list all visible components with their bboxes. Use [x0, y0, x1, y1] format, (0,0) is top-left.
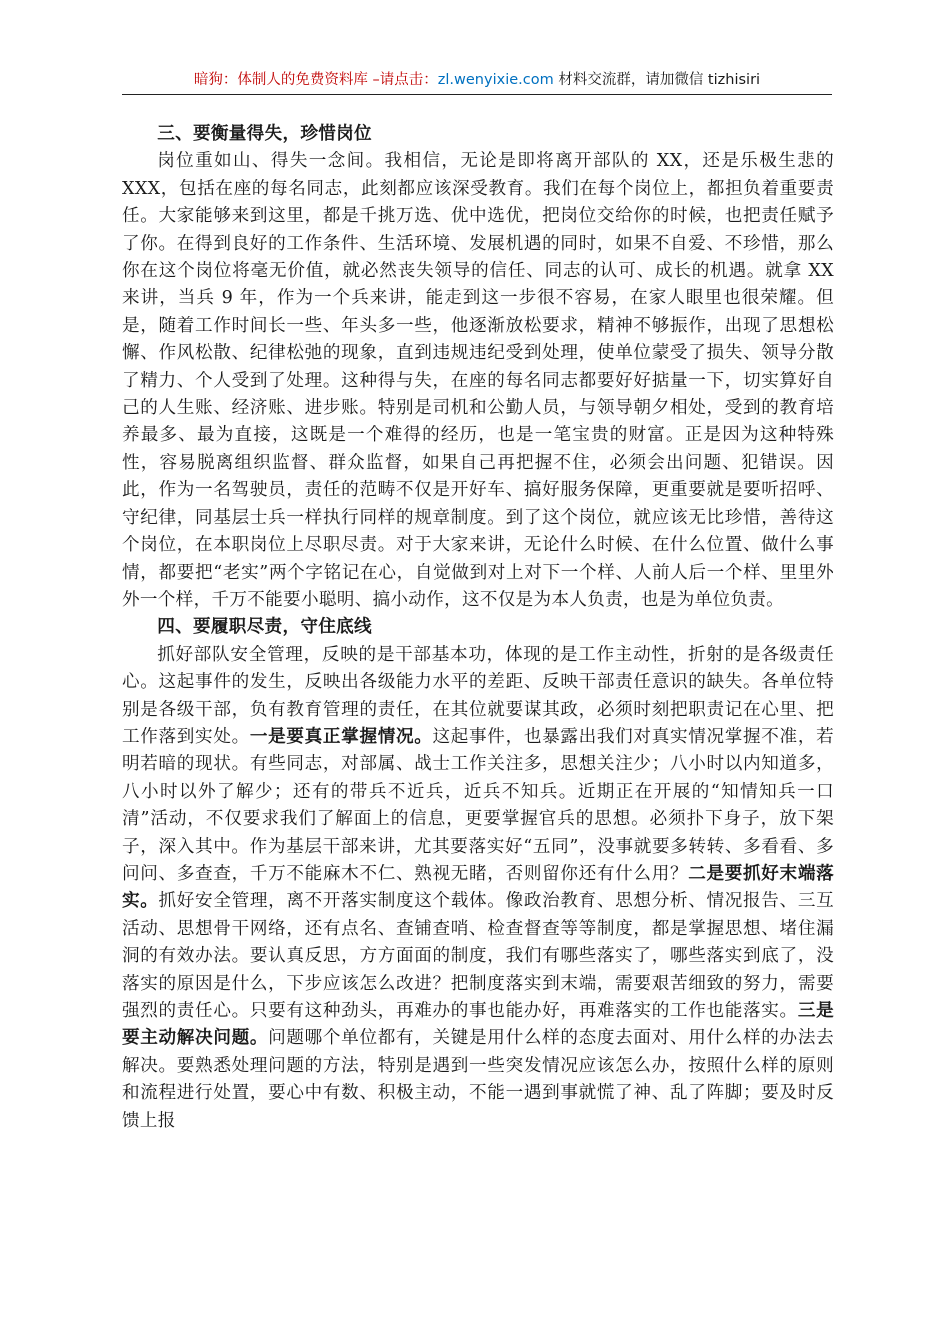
paragraph-text: 问题哪个单位都有，关键是用什么样的态度去面对、用什么样的办法去解决。要熟悉处理问题的方法，特别是遇到一些突发情况应该怎么办，按照什么样的原则和流程进行处置，要心中有数、积极主动，不能一遇到事就慌了神、乱了阵脚；要及时反馈上报: [122, 1028, 834, 1131]
point-2-heading: 二是要抓好末端落实。: [122, 863, 834, 912]
header-click-prefix: –请点击：: [367, 72, 438, 88]
document-body: [122, 121, 834, 1135]
section-4-heading: 四、要履职尽责，守住底线: [157, 617, 372, 638]
header-brand: 暗狗：体制人的免费资料库: [193, 72, 368, 88]
paragraph-text: 这起事件，也暴露出我们对真实情况掌握不准，若明若暗的现状。有些同志，对部属、战士工作关注多，思想关注少；八小时以内知道多，八小时以外了解少；还有的带兵不近兵，近兵不知兵。近期正在开展的“知情知兵一口清”活动，不仅要求我们了解面上的信息，更要掌握官兵的思想。必须扑下身子，放下架子，深入其中。作为基层干部来讲，尤其要落实好“五同”，没事就要多转转、多看看、多问问、多查查，千万不能麻木不仁、熟视无睹，否则留你还有什么用？: [122, 726, 834, 884]
paragraph-text: 抓好安全管理，离不开落实制度这个载体。像政治教育、思想分析、情况报告、三互活动、思想骨干网络，还有点名、查铺查哨、检查督查等等制度，都是掌握思想、堵住漏洞的有效办法。要认真反思，方方面面的制度，我们有哪些落实了，哪些落实到底了，没落实的原因是什么，下步应该怎么改进？把制度落实到末端，需要艰苦细致的努力，需要强烈的责任心。只要有这种劲头，再难办的事也能办好，再难落实的工作也能落实。: [122, 891, 834, 1021]
section-4-paragraph: [122, 642, 834, 1135]
header-divider: [122, 94, 832, 95]
page-header: [122, 70, 832, 90]
paragraph-text: 抓好部队安全管理，反映的是干部基本功，体现的是工作主动性，折射的是各级责任心。这起事件的发生，反映出各级能力水平的差距、反映干部责任意识的缺失。各单位特别是各级干部，负有教育管理的责任，在其位就要谋其政，必须时刻把职责记在心里、把工作落到实处。: [122, 644, 834, 747]
point-3-heading: 三是要主动解决问题。: [122, 1001, 834, 1049]
section-3-paragraph: 岗位重如山、得失一念间。我相信，无论是即将离开部队的 XX，还是乐极生悲的 XXX，包括在座的每名同志，此刻都应该深受教育。我们在每个岗位上，都担负着重要责任。大家能够来到这里，都是千挑万选、优中选优，把岗位交给你的时候，也把责任赋予了你。在得到良好的工作条件、生活环境、发展机遇的同时，如果不自爱、不珍惜，那么你在这个岗位将毫无价值，就必然丧失领导的信任、同志的认可、成长的机遇。就拿 XX 来讲，当兵 9 年，作为一个兵来讲，能走到这一步很不容易，在家人眼里也很荣耀。但是，随着工作时间长一些、年头多一些，他逐渐放松要求，精神不够振作，出现了思想松懈、作风松散、纪律松弛的现象，直到违规违纪受到处理，使单位蒙受了损失、领导分散了精力、个人受到了处理。这种得与失，在座的每名同志都要好好掂量一下，切实算好自己的人生账、经济账、进步账。特别是司机和公勤人员，与领导朝夕相处，受到的教育培养最多、最为直接，这既是一个难得的经历，也是一笔宝贵的财富。正是因为这种特殊性，容易脱离组织监督、群众监督，如果自己再把握不住，必须会出问题、犯错误。因此，作为一名驾驶员，责任的范畴不仅是开好车、搞好服务保障，更重要就是要听招呼、守纪律，同基层士兵一样执行同样的规章制度。到了这个岗位，就应该无比珍惜，善待这个岗位，在本职岗位上尽职尽责。对于大家来讲，无论什么时候、在什么位置、做什么事情，都要把“老实”两个字铭记在心，自觉做到对上对下一个样、人前人后一个样、里里外外一个样，千万不能要小聪明、搞小动作，这不仅是为本人负责，也是为单位负责。: [122, 151, 834, 610]
header-group-text: 材料交流群，请加微信 tizhisiri: [553, 72, 761, 88]
header-url-link[interactable]: zl.wenyixie.com: [437, 72, 554, 88]
section-3-heading: 三、要衡量得失，珍惜岗位: [157, 124, 372, 144]
point-1-heading: 一是要真正掌握情况。: [249, 726, 433, 747]
